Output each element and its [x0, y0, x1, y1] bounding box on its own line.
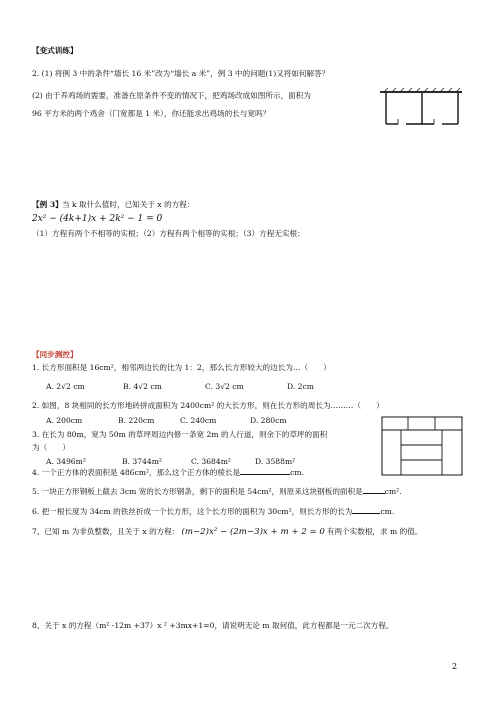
q3-option-d: D. 3588m² [255, 457, 296, 466]
q3-option-c: C. 3684m² [191, 457, 231, 466]
q2-stem: 2. 如图，8 块相同的长方形地砖拼成面积为 2400cm² 的大长方形，则在长方形的周长为………（ ） [32, 401, 384, 410]
q7-text: 7、已知 m 为非负整数，且关于 x 的方程： [32, 527, 180, 536]
q1-stem: 1. 长方形面积是 16cm²，相邻两边长的比为 1：2，那么长方形较大的边长为…（ ） [32, 363, 331, 372]
section-heading-variant: 【变式训练】 [32, 46, 78, 55]
q6-stem [32, 507, 394, 517]
q7-stem [32, 527, 422, 537]
q3-option-b: B. 3744m² [122, 457, 162, 466]
q1-option-c: C. 3√2 cm [205, 382, 244, 391]
q8-stem: 8、关于 x 的方程（m² -12m +37）x ² +3mx+1=0，请说明无论 m 取何值，此方程都是一元二次方程。 [32, 621, 394, 630]
tiles-figure [381, 416, 463, 476]
q6-text: 6. 把一根长度为 34cm 的铁丝折成一个长方形，这个长方形的面积为 30cm²，则长方形的长为 [32, 507, 353, 516]
q5-stem [32, 487, 402, 497]
q1-option-d: D. 2cm [287, 382, 314, 391]
q7-equation: (m−2)x² − (2m−3)x + m + 2 = 0 [181, 527, 325, 537]
example-3-text: 当 k 取什么值时，已知关于 x 的方程： [62, 200, 195, 209]
q4-answer-blank[interactable] [240, 474, 290, 475]
q2-option-d: D. 280cm [250, 416, 287, 425]
q2-option-c: C. 240cm [180, 416, 217, 425]
example-3-equation: 2x² − (4k+1)x + 2k² − 1 = 0 [32, 214, 163, 224]
example-3-title: 【例 3】 [32, 200, 63, 209]
q4-text: 4. 一个正方体的表面积是 486cm²，那么这个正方体的棱长是 [32, 468, 241, 477]
q3-stem-line1: 3. 在长为 80m，宽为 50m 的草坪周边内修一条宽 2m 的人行道，则余下的草坪的面积 [32, 430, 328, 439]
q3-stem-line2: 为（ ） [32, 443, 70, 452]
q6-answer-blank[interactable] [352, 513, 380, 514]
q6-unit: cm. [380, 507, 395, 516]
q4-unit: cm. [290, 468, 304, 477]
q1-option-a: A. 2√2 cm [46, 382, 85, 391]
question-2-2-line2: 96 平方米的两个鸡舍（门宽都是 1 米），你还能求出鸡场的长与宽吗？ [32, 109, 271, 118]
q5-text: 5. 一块正方形钢板上截去 3cm 宽的长方形钢条，剩下的面积是 54cm²，则原来这块钢板的面积是 [32, 487, 363, 496]
q5-unit: cm². [384, 487, 402, 496]
question-2-1: 2. (1) 将例 3 中的条件“墙长 16 米”改为“墙长 a 米”，例 3 中的问题(1)又将如何解答？ [32, 69, 330, 78]
chicken-coop-figure [376, 88, 466, 130]
q2-option-b: B. 220cm [118, 416, 155, 425]
q7-text-end: 有两个实数根，求 m 的值。 [326, 527, 423, 536]
section-heading-sync: 【同步测控】 [32, 350, 78, 359]
q4-stem [32, 468, 304, 478]
example-3-questions: （1）方程有两个不相等的实根；（2）方程有两个相等的实根；（3）方程无实根； [32, 229, 305, 238]
q3-option-a: A. 3496m² [46, 457, 86, 466]
q5-answer-blank[interactable] [363, 493, 385, 494]
q1-option-b: B. 4√2 cm [123, 382, 162, 391]
q2-option-a: A. 200cm [46, 416, 83, 425]
question-2-2-line1: (2) 由于养鸡场的需要，准备在原条件不变的情况下，把鸡场改成如图所示，面积为 [32, 91, 311, 100]
page-number: 2 [452, 662, 458, 671]
